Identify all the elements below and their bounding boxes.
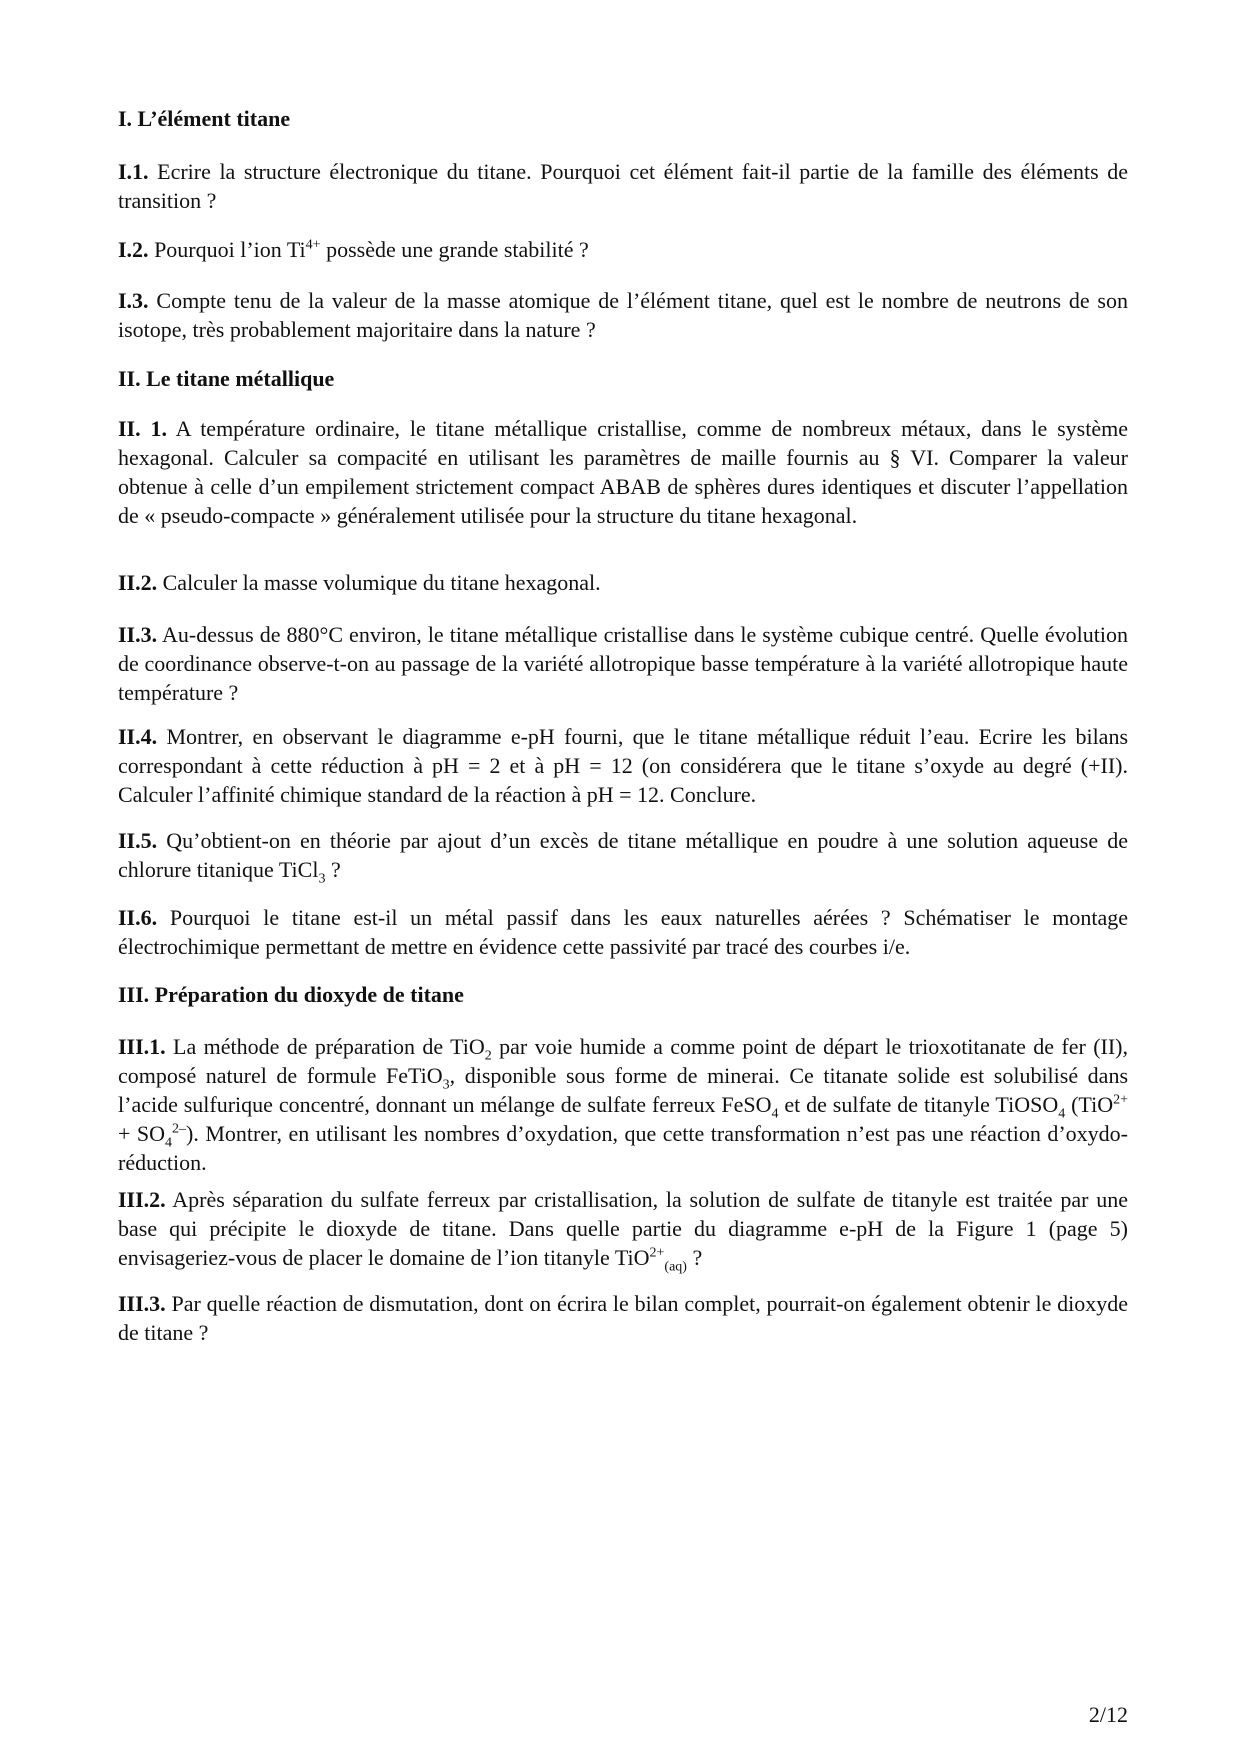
question-text: + SO — [118, 1121, 166, 1146]
question-label: II. 1. — [118, 416, 167, 441]
section-heading-3: III. Préparation du dioxyde de titane — [118, 982, 464, 1007]
subscript: 4 — [1058, 1106, 1066, 1122]
question-iii3 — [118, 1289, 1128, 1347]
superscript: 2+ — [649, 1245, 665, 1261]
question-text: La méthode de préparation de TiO — [173, 1034, 485, 1059]
question-label: II.2. — [118, 570, 158, 595]
question-ii1 — [118, 414, 1128, 530]
question-label: II.3. — [118, 622, 158, 647]
question-i1 — [118, 157, 1128, 215]
question-text: par voie humide a comme point de départ le trioxotitanate de fer (II), composé naturel de formule FeTiO — [118, 1034, 1128, 1088]
subscript: (aq) — [664, 1259, 687, 1275]
question-text: Ecrire la structure électronique du titane. Pourquoi cet élément fait-il partie de la famille des éléments de transition ? — [118, 159, 1129, 213]
question-label: III.2. — [118, 1187, 166, 1212]
question-iii1 — [118, 1032, 1128, 1177]
subscript: 4 — [771, 1106, 779, 1122]
page-number: 2/12 — [1088, 1702, 1128, 1727]
subscript: 2 — [484, 1048, 492, 1064]
question-text: ). Montrer, en utilisant les nombres d’oxydation, que cette transformation n’est pas une réaction d’oxydo-réduction. — [118, 1121, 1128, 1175]
question-text: Pourquoi l’ion Ti — [154, 237, 306, 262]
subscript: 4 — [165, 1135, 173, 1151]
question-text: Qu’obtient-on en théorie par ajout d’un excès de titane métallique en poudre à une solution aqueuse de chlorure titanique TiCl — [118, 828, 1129, 882]
question-text: Après séparation du sulfate ferreux par cristallisation, la solution de sulfate de titanyle est traitée par une base qui précipite le dioxyde de titane. Dans quelle partie du diagramme e-pH de la Figure 1 (page 5) envisageriez-vous de placer le domaine de l’ion titanyle TiO — [118, 1187, 1128, 1270]
question-text: Pourquoi le titane est-il un métal passif dans les eaux naturelles aérées ? Schématiser le montage électrochimique permettant de mettre en évidence cette passivité par tracé des courbes i/e. — [118, 905, 1128, 959]
question-i2 — [118, 235, 1128, 264]
question-label: III.3. — [118, 1291, 166, 1316]
question-label: II.6. — [118, 905, 158, 930]
question-i3 — [118, 286, 1128, 344]
subscript: 3 — [318, 871, 326, 887]
question-text: Par quelle réaction de dismutation, dont on écrira le bilan complet, pourrait-on également obtenir le dioxyde de titane ? — [118, 1291, 1128, 1345]
question-text: Compte tenu de la valeur de la masse atomique de l’élément titane, quel est le nombre de neutrons de son isotope, très probablement majoritaire dans la nature ? — [118, 288, 1128, 342]
question-text: Calculer la masse volumique du titane hexagonal. — [162, 570, 601, 595]
question-label: I.2. — [118, 237, 149, 262]
question-label: I.1. — [118, 159, 149, 184]
question-text: ? — [692, 1245, 703, 1270]
question-ii4 — [118, 722, 1128, 809]
question-ii2 — [118, 568, 1128, 597]
superscript: 2– — [172, 1121, 187, 1137]
question-text: (TiO — [1071, 1092, 1114, 1117]
question-text: Au-dessus de 880°C environ, le titane métallique cristallise dans le système cubique centré. Quelle évolution de coordinance observe-t-on au passage de la variété allotropique basse température à la variété allotropique haute température ? — [118, 622, 1129, 705]
question-ii5 — [118, 826, 1129, 887]
section-heading-2: II. Le titane métallique — [118, 366, 335, 391]
superscript: 2+ — [1113, 1092, 1129, 1108]
subscript: 3 — [442, 1077, 450, 1093]
question-text: Montrer, en observant le diagramme e-pH fourni, que le titane métallique réduit l’eau. Ecrire les bilans correspondant à cette réduction à pH = 2 et à pH = 12 (on considérera que le titane s’oxyde au degré (+II). Calculer l’affinité chimique standard de la réaction à pH = 12. Conclure. — [118, 724, 1129, 807]
question-label: II.5. — [118, 828, 158, 853]
question-text: ? — [330, 857, 341, 882]
question-label: II.4. — [118, 724, 158, 749]
question-ii6 — [118, 903, 1128, 961]
superscript: 4+ — [305, 237, 321, 253]
question-text: et de sulfate de titanyle TiOSO — [784, 1092, 1059, 1117]
question-label: III.1. — [118, 1034, 166, 1059]
question-label: I.3. — [118, 288, 149, 313]
question-iii2 — [118, 1185, 1128, 1275]
question-text: A température ordinaire, le titane métallique cristallise, comme de nombreux métaux, dans le système hexagonal. Calculer sa compacité en utilisant les paramètres de maille fournis au § VI. Comparer la valeur obtenue à celle d’un empilement strictement compact ABAB de sphères dures identiques et discuter l’appellation de « pseudo-compacte » généralement utilisée pour la structure du titane hexagonal. — [118, 416, 1128, 528]
section-heading-1: I. L’élément titane — [118, 106, 291, 131]
question-ii3 — [118, 620, 1128, 707]
question-text: possède une grande stabilité ? — [326, 237, 589, 262]
question-text: , disponible sous forme de minerai. Ce titanate solide est solubilisé dans l’acide sulfurique concentré, donnant un mélange de sulfate ferreux FeSO — [118, 1063, 1129, 1117]
